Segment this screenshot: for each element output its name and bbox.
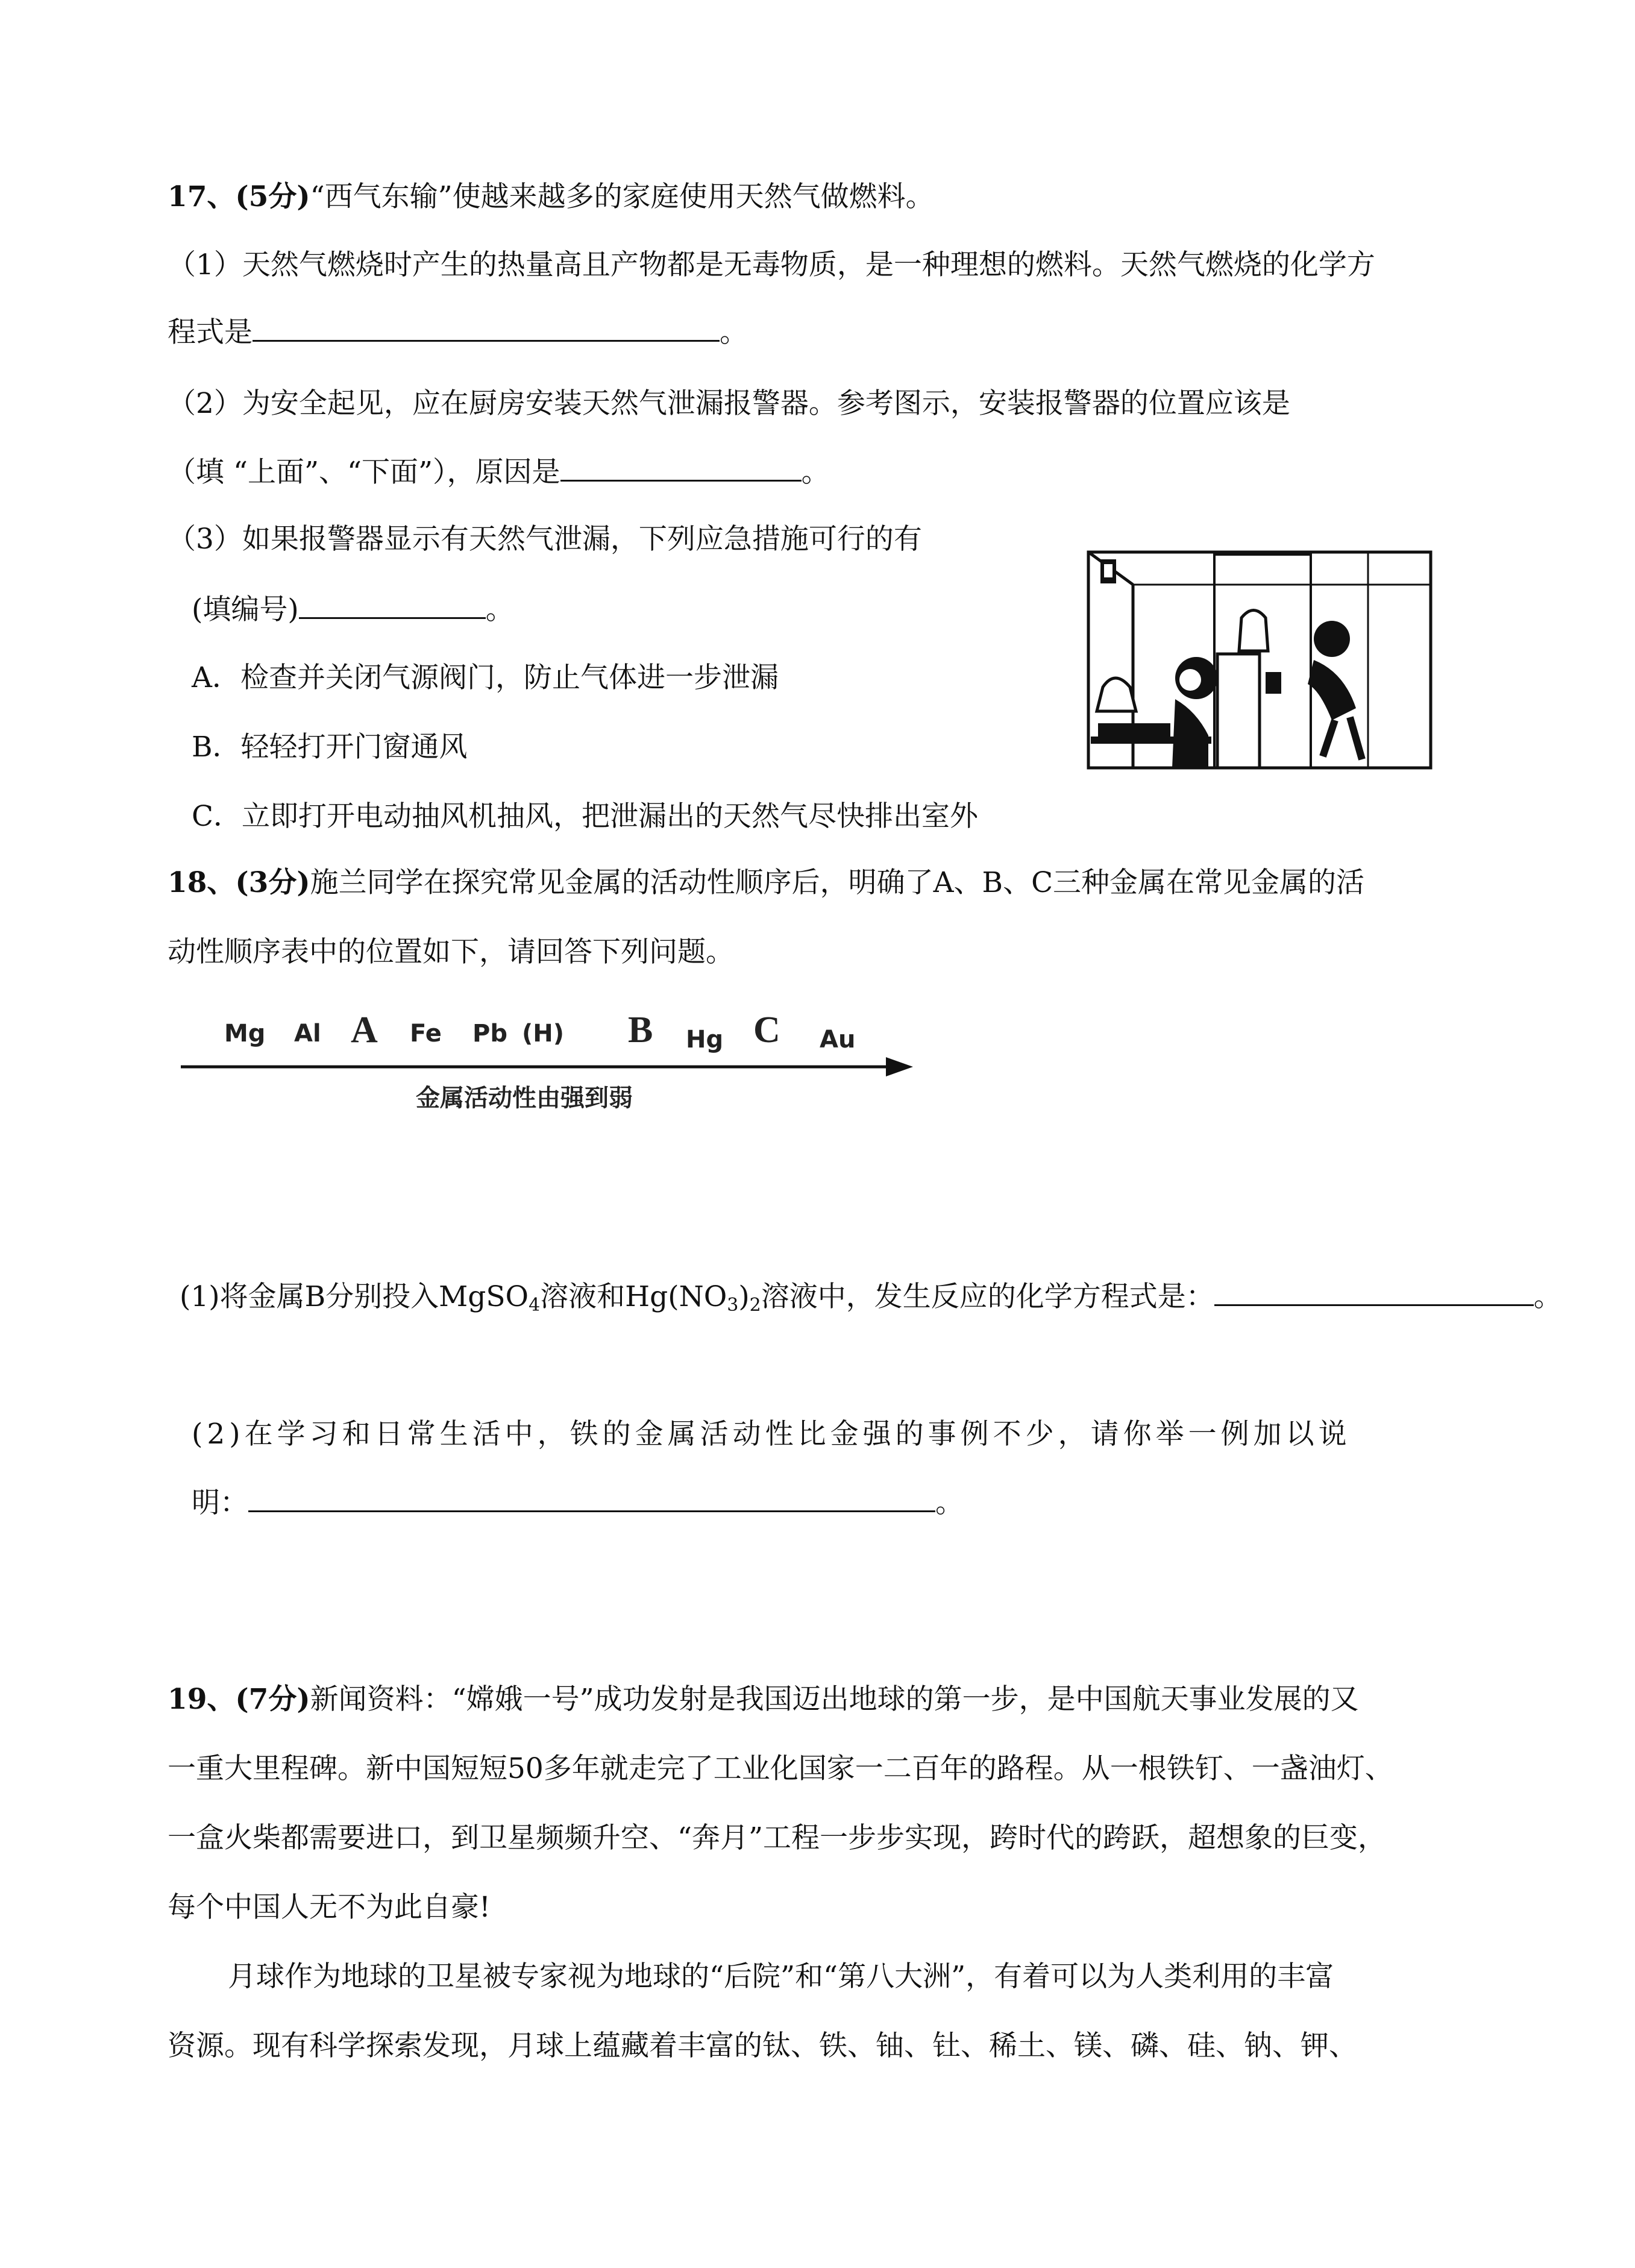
q17-title-text: “西气东输”使越来越多的家庭使用天然气做燃料。 bbox=[310, 180, 934, 213]
metal-mg: Mg bbox=[224, 1020, 266, 1048]
q17-option-c: C．立即打开电动抽风机抽风，把泄漏出的天然气尽快排出室外 bbox=[192, 800, 978, 833]
q18-p1-text-c: ) bbox=[738, 1280, 750, 1313]
q17-option-b: B．轻轻打开门窗通风 bbox=[192, 730, 468, 764]
metal-fe: Fe bbox=[410, 1020, 442, 1048]
q17-p3-answer-blank[interactable] bbox=[299, 591, 486, 619]
q17-p1-line2 bbox=[168, 313, 748, 351]
metal-pb: Pb bbox=[472, 1020, 507, 1048]
metal-c: C bbox=[753, 1010, 780, 1051]
metal-h: (H) bbox=[522, 1020, 565, 1048]
q18-p1-text-d: 溶液中，发生反应的化学方程式是： bbox=[761, 1280, 1214, 1313]
q17-p1-line1: （1）天然气燃烧时产生的热量高且产物都是无毒物质，是一种理想的燃料。天然气燃烧的化学方 bbox=[168, 248, 1375, 281]
q17-p3-line1: （3）如果报警器显示有天然气泄漏，下列应急措施可行的有 bbox=[168, 523, 922, 556]
q19-line3: 一盒火柴都需要进口，到卫星频频升空、“奔月”工程一步步实现，跨时代的跨跃，超想象的巨变， bbox=[168, 1821, 1387, 1855]
q17-p1-prefix: 程式是 bbox=[168, 316, 253, 349]
metal-au: Au bbox=[820, 1026, 856, 1054]
q17-p2-line1: （2）为安全起见，应在厨房安装天然气泄漏报警器。参考图示，安装报警器的位置应该是 bbox=[168, 387, 1290, 420]
q18-p2-answer-blank[interactable] bbox=[248, 1484, 935, 1512]
q17-p3-line2 bbox=[192, 591, 514, 628]
q18-p1 bbox=[180, 1278, 1562, 1315]
q17-p1-suffix: 。 bbox=[720, 316, 748, 349]
q19-title bbox=[168, 1682, 1359, 1718]
metal-al: Al bbox=[294, 1020, 321, 1048]
q18-p1-answer-blank[interactable] bbox=[1214, 1278, 1534, 1306]
q18-p1-text-b: 溶液和Hg(NO bbox=[540, 1280, 727, 1313]
q17-p1-answer-blank[interactable] bbox=[253, 313, 720, 342]
q18-p2-line1: (2)在学习和日常生活中，铁的金属活动性比金强的事例不少，请你举一例加以说 bbox=[192, 1418, 1351, 1451]
q18-title bbox=[168, 865, 1364, 901]
metal-a: A bbox=[351, 1010, 378, 1051]
q18-p1-sub-2: 2 bbox=[749, 1295, 761, 1316]
q18-p1-text-a: (1)将金属B分别投入MgSO bbox=[180, 1280, 529, 1313]
q18-p2-suffix: 。 bbox=[935, 1486, 964, 1519]
q17-p2-answer-blank[interactable] bbox=[560, 453, 802, 482]
q19-line6: 资源。现有科学探索发现，月球上蕴藏着丰富的钛、铁、铀、钍、稀土、镁、磷、硅、钠、钾、 bbox=[168, 2029, 1357, 2062]
q19-line4: 每个中国人无不为此自豪! bbox=[168, 1891, 491, 1924]
q17-p2-line2 bbox=[168, 453, 830, 491]
metal-hg: Hg bbox=[686, 1026, 724, 1054]
q17-p3-prefix: (填编号) bbox=[192, 593, 299, 626]
metal-activity-series bbox=[181, 988, 916, 1115]
metal-b: B bbox=[628, 1010, 653, 1051]
q19-title-text: 新闻资料：“嫦娥一号”成功发射是我国迈出地球的第一步，是中国航天事业发展的又 bbox=[310, 1683, 1359, 1716]
activity-arrow-caption: 金属活动性由强到弱 bbox=[416, 1084, 633, 1112]
q18-title-text: 施兰同学在探究常见金属的活动性顺序后，明确了A、B、C三种金属在常见金属的活 bbox=[310, 866, 1365, 899]
q17-option-a: A．检查并关闭气源阀门，防止气体进一步泄漏 bbox=[192, 661, 779, 694]
q18-p1-suffix: 。 bbox=[1533, 1280, 1562, 1313]
q18-p2-prefix: 明： bbox=[192, 1486, 248, 1519]
q18-p1-sub-4: 4 bbox=[529, 1295, 541, 1316]
q17-title bbox=[168, 179, 934, 215]
q18-p1-sub-3: 3 bbox=[727, 1295, 739, 1316]
q19-number: 19、(7分) bbox=[168, 1683, 310, 1716]
kitchen-gas-leak-illustration bbox=[1085, 548, 1434, 771]
q17-p3-suffix: 。 bbox=[485, 593, 514, 626]
activity-arrow bbox=[181, 1055, 916, 1079]
alarm-lower-icon bbox=[1266, 672, 1281, 694]
q18-p2-line2 bbox=[192, 1484, 964, 1521]
q19-line5: 月球作为地球的卫星被专家视为地球的“后院”和“第八大洲”，有着可以为人类利用的丰富 bbox=[228, 1960, 1334, 1993]
q18-title-line2: 动性顺序表中的位置如下，请回答下列问题。 bbox=[168, 935, 734, 969]
q19-line2: 一重大里程碑。新中国短短50多年就走完了工业化国家一二百年的路程。从一根铁钉、一盏油灯、 bbox=[168, 1752, 1393, 1785]
q18-number: 18、(3分) bbox=[168, 866, 310, 899]
q17-p2-prefix: （填 “上面”、“下面”），原因是 bbox=[168, 456, 560, 489]
q17-p2-suffix: 。 bbox=[801, 456, 830, 489]
q17-number: 17、(5分) bbox=[168, 180, 310, 213]
